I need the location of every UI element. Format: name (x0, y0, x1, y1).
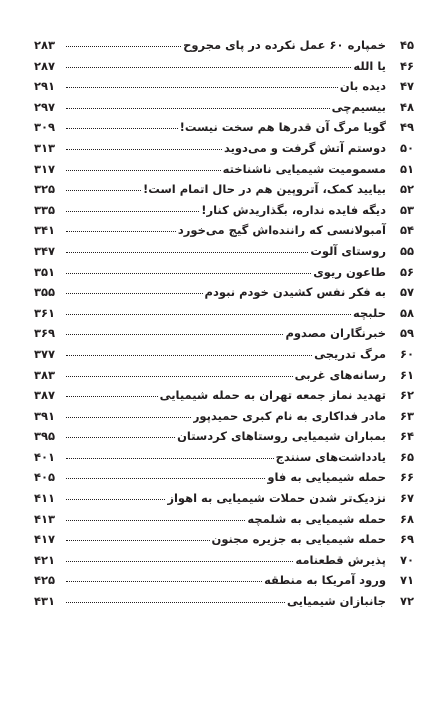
toc-entry (34, 120, 414, 141)
chapter-number: ۶۴ (399, 429, 414, 444)
page-number: ۳۵۱ (34, 264, 56, 279)
toc-entry (34, 573, 414, 594)
page-number: ۴۰۵ (34, 470, 56, 485)
toc-entry (34, 223, 414, 244)
dot-leader (66, 333, 283, 335)
page-number: ۴۱۷ (34, 532, 56, 547)
page-number: ۴۱۳ (34, 511, 56, 526)
toc-entry (34, 512, 414, 533)
chapter-title: جانبازان شیمیایی (287, 594, 386, 609)
chapter-number: ۵۶ (399, 264, 414, 279)
toc-entry (34, 265, 414, 286)
dot-leader (66, 560, 293, 562)
chapter-number: ۵۸ (399, 305, 414, 320)
chapter-title: دوستم آتش گرفت و می‌دوید (223, 140, 386, 155)
chapter-title: خبرنگاران مصدوم (285, 326, 386, 341)
toc-entry (34, 285, 414, 306)
dot-leader (66, 416, 191, 418)
page-number: ۳۰۹ (34, 120, 56, 135)
toc-entry (34, 306, 414, 327)
page-number: ۲۹۷ (34, 99, 56, 114)
toc-entry (34, 38, 414, 59)
toc-entry (34, 59, 414, 80)
chapter-title: یا الله (353, 58, 386, 73)
chapter-title: حمله شیمیایی به شلمچه (247, 511, 386, 526)
toc-entry (34, 409, 414, 430)
dot-leader (66, 210, 199, 212)
page-number: ۳۲۵ (34, 182, 56, 197)
page-number: ۳۴۷ (34, 243, 56, 258)
dot-leader (66, 45, 181, 47)
chapter-number: ۴۹ (399, 120, 414, 135)
chapter-title: آمبولانسی که راننده‌اش گیج می‌خورد (177, 223, 386, 238)
toc-entry (34, 594, 414, 615)
chapter-number: ۵۳ (399, 202, 414, 217)
chapter-title: بیسیم‌چی (331, 99, 386, 114)
chapter-number: ۵۷ (399, 285, 414, 300)
table-of-contents (34, 38, 414, 615)
page-number: ۳۳۵ (34, 202, 56, 217)
chapter-number: ۶۸ (399, 511, 414, 526)
page-number: ۲۸۷ (34, 58, 56, 73)
chapter-title: حلبچه (353, 305, 386, 320)
page-number: ۴۰۱ (34, 449, 56, 464)
chapter-number: ۴۵ (399, 38, 414, 52)
page-number: ۳۷۷ (34, 346, 56, 361)
chapter-title: دیگه فایده نداره، بگذاریدش کنار! (201, 202, 386, 217)
chapter-title: یادداشت‌های سنندج (275, 449, 386, 464)
chapter-number: ۷۱ (399, 573, 414, 588)
chapter-number: ۴۸ (399, 99, 414, 114)
page-number: ۳۴۱ (34, 223, 56, 238)
toc-entry (34, 79, 414, 100)
toc-entry (34, 491, 414, 512)
dot-leader (66, 395, 158, 397)
chapter-title: نزدیک‌تر شدن حملات شیمیایی به اهواز (167, 491, 386, 506)
dot-leader (66, 354, 312, 356)
dot-leader (66, 148, 222, 150)
page-number: ۴۲۱ (34, 552, 56, 567)
toc-entry (34, 162, 414, 183)
toc-entry (34, 141, 414, 162)
dot-leader (66, 292, 203, 294)
chapter-number: ۵۹ (399, 326, 414, 341)
chapter-number: ۷۰ (399, 552, 414, 567)
page-number: ۳۵۵ (34, 285, 56, 300)
toc-entry (34, 553, 414, 574)
chapter-title: مسمومیت شیمیایی ناشناخته (222, 161, 386, 176)
chapter-number: ۶۶ (399, 470, 414, 485)
page-number: ۳۹۵ (34, 429, 56, 444)
chapter-number: ۵۴ (399, 223, 414, 238)
dot-leader (66, 457, 274, 459)
page-number: ۳۶۹ (34, 326, 56, 341)
dot-leader (66, 86, 338, 88)
toc-entry (34, 244, 414, 265)
dot-leader (66, 66, 351, 68)
chapter-number: ۵۰ (399, 140, 414, 155)
toc-entry (34, 347, 414, 368)
toc-entry (34, 100, 414, 121)
dot-leader (66, 169, 221, 171)
chapter-number: ۵۵ (399, 243, 414, 258)
toc-entry (34, 450, 414, 471)
toc-entry (34, 532, 414, 553)
dot-leader (66, 189, 141, 191)
chapter-number: ۶۲ (399, 388, 414, 403)
dot-leader (66, 601, 285, 603)
page-number: ۴۲۵ (34, 573, 56, 588)
chapter-title: تهدید نماز جمعه تهران به حمله شیمیایی (159, 388, 386, 403)
toc-entry (34, 182, 414, 203)
toc-entry (34, 388, 414, 409)
chapter-number: ۶۹ (399, 532, 414, 547)
page-number: ۳۶۱ (34, 305, 56, 320)
chapter-title: ورود آمریکا به منطقه (264, 573, 386, 588)
chapter-number: ۶۵ (399, 449, 414, 464)
dot-leader (66, 580, 262, 582)
page-number: ۲۸۳ (34, 38, 56, 52)
chapter-number: ۶۷ (399, 491, 414, 506)
chapter-title: به فکر نفس کشیدن خودم نبودم (204, 285, 386, 300)
chapter-title: حمله شیمیایی به فاو (267, 470, 386, 485)
chapter-title: بیایید کمک، آتروپین هم در حال اتمام است! (143, 182, 386, 197)
chapter-title: خمپاره ۶۰ عمل نکرده در پای مجروح (183, 38, 386, 52)
dot-leader (66, 127, 178, 129)
dot-leader (66, 230, 176, 232)
chapter-number: ۴۷ (399, 79, 414, 94)
chapter-title: مادر فداکاری به نام کبری حمیدپور (192, 408, 386, 423)
chapter-title: دیده بان (339, 79, 386, 94)
chapter-number: ۵۱ (399, 161, 414, 176)
chapter-number: ۶۳ (399, 408, 414, 423)
chapter-title: پذیرش قطعنامه (295, 552, 386, 567)
dot-leader (66, 539, 210, 541)
toc-entry (34, 470, 414, 491)
dot-leader (66, 498, 165, 500)
chapter-title: طاعون ریوی (313, 264, 386, 279)
chapter-number: ۶۰ (399, 346, 414, 361)
toc-entry (34, 368, 414, 389)
page-number: ۴۳۱ (34, 594, 56, 609)
chapter-title: مرگ تدریجی (314, 346, 386, 361)
chapter-title: بمباران شیمیایی روستاهای کردستان (177, 429, 386, 444)
page-number: ۴۱۱ (34, 491, 56, 506)
page-number: ۳۸۷ (34, 388, 56, 403)
chapter-number: ۶۱ (399, 367, 414, 382)
toc-entry (34, 429, 414, 450)
chapter-title: روستای آلوت (310, 243, 386, 258)
dot-leader (66, 519, 245, 521)
dot-leader (66, 375, 293, 377)
dot-leader (66, 107, 330, 109)
toc-entry (34, 203, 414, 224)
page-number: ۳۱۳ (34, 140, 56, 155)
toc-entry (34, 326, 414, 347)
dot-leader (66, 272, 311, 274)
page-number: ۳۱۷ (34, 161, 56, 176)
dot-leader (66, 477, 265, 479)
chapter-title: رسانه‌های غربی (294, 367, 386, 382)
chapter-number: ۷۲ (399, 594, 414, 609)
chapter-title: حمله شیمیایی به جزیره مجنون (211, 532, 386, 547)
page-number: ۳۸۳ (34, 367, 56, 382)
dot-leader (66, 436, 175, 438)
page-number: ۲۹۱ (34, 79, 56, 94)
chapter-number: ۵۲ (399, 182, 414, 197)
chapter-number: ۴۶ (399, 58, 414, 73)
dot-leader (66, 251, 308, 253)
chapter-title: گویا مرگ آن قدرها هم سخت نیست! (179, 120, 386, 135)
dot-leader (66, 313, 351, 315)
page-number: ۳۹۱ (34, 408, 56, 423)
